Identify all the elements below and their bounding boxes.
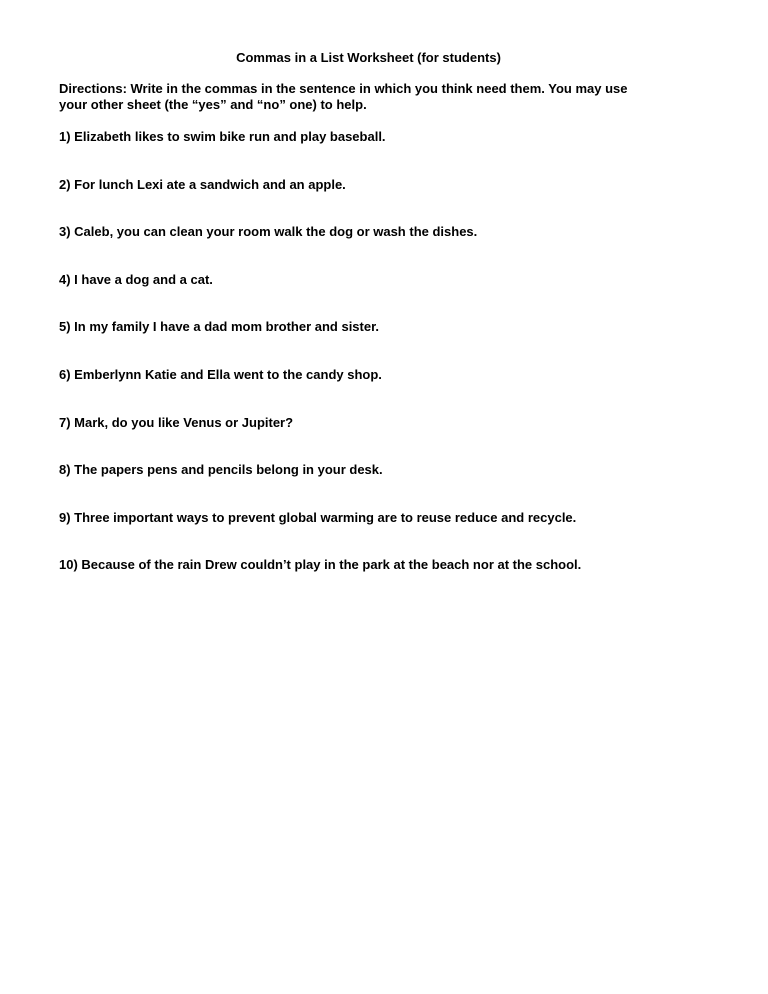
question-3: 3) Caleb, you can clean your room walk the dog or wash the dishes.: [59, 224, 478, 240]
question-7: 7) Mark, do you like Venus or Jupiter?: [59, 414, 294, 430]
question-2: 2) For lunch Lexi ate a sandwich and an apple.: [59, 176, 346, 192]
question-8: 8) The papers pens and pencils belong in your desk.: [59, 462, 383, 478]
question-list: [59, 129, 739, 605]
question-5: 5) In my family I have a dad mom brother and sister.: [59, 319, 380, 335]
worksheet-directions: Directions: Write in the commas in the sentence in which you think need them. You may use your other sheet (the “yes” and “no” one) to help.: [59, 81, 628, 112]
question-10: 10) Because of the rain Drew couldn’t play in the park at the beach nor at the school.: [59, 557, 582, 573]
question-9: 9) Three important ways to prevent global warming are to reuse reduce and recycle.: [59, 509, 577, 525]
question-1: 1) Elizabeth likes to swim bike run and play baseball.: [59, 129, 386, 144]
question-4: 4) I have a dog and a cat.: [59, 271, 213, 287]
worksheet-title: Commas in a List Worksheet (for students): [236, 50, 501, 65]
question-6: 6) Emberlynn Katie and Ella went to the candy shop.: [59, 366, 382, 382]
